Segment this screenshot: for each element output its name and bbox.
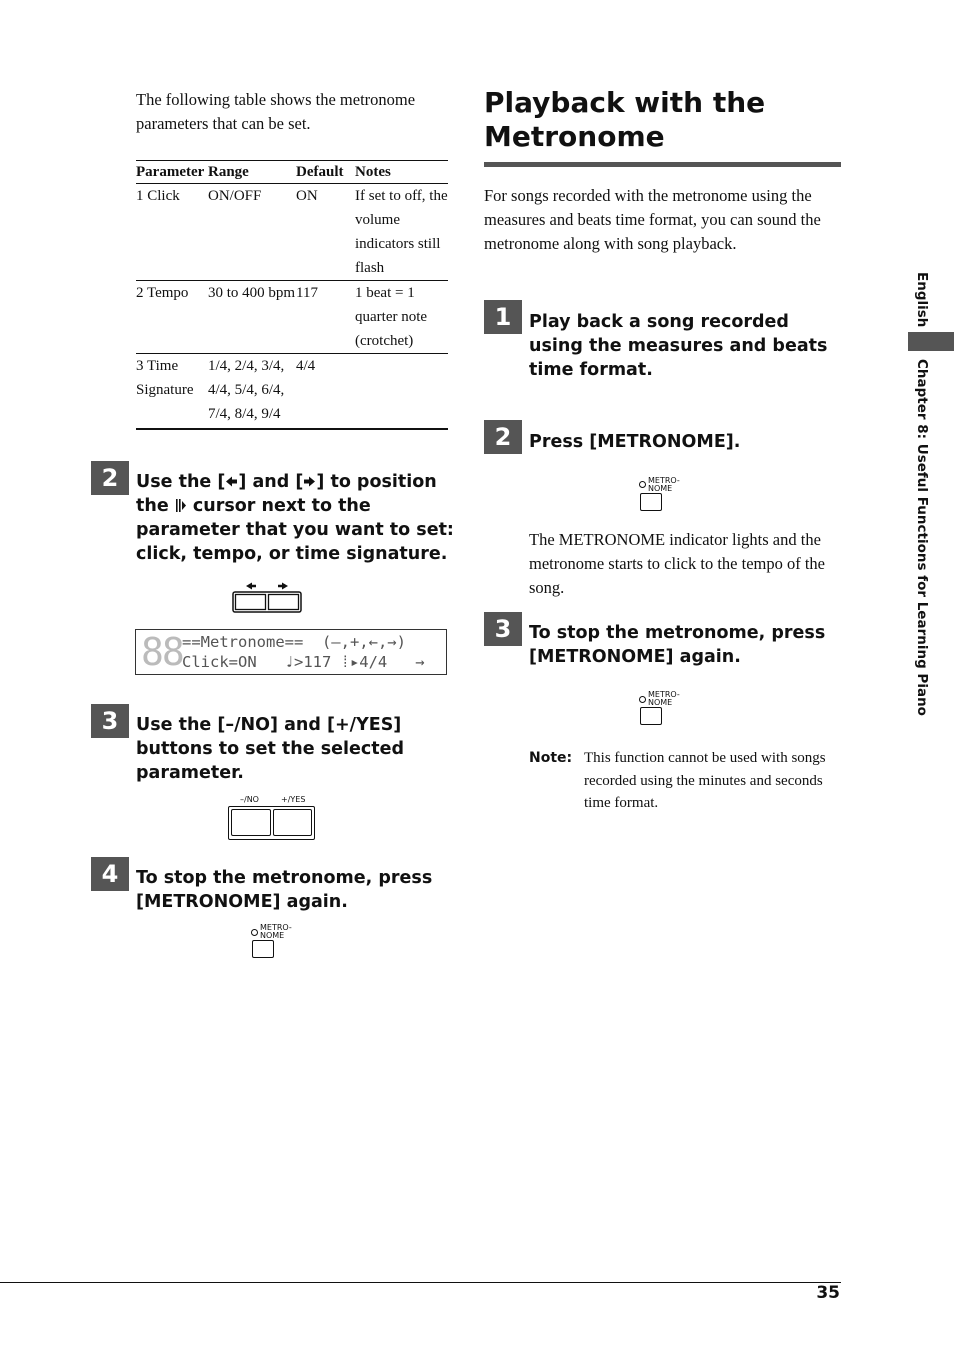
side-language-label: English (914, 272, 930, 328)
yes-button[interactable] (273, 809, 312, 836)
right-arrow-icon (303, 475, 316, 488)
metronome-button[interactable] (640, 493, 662, 511)
lcd-digits: 88 (141, 630, 183, 674)
metronome-led-icon (639, 481, 646, 488)
left-button (236, 595, 266, 610)
section-intro: For songs recorded with the metronome using the measures and beats time format, you can sound the metronome along with song playback. (484, 186, 821, 253)
cell-notes: If set to off, the volume indicators still flash (355, 184, 448, 281)
cell-default: ON (296, 184, 355, 281)
note-label: Note: (529, 750, 573, 766)
side-chapter-label: Chapter 8: Useful Functions for Learning Piano (914, 359, 930, 716)
metronome-button[interactable] (252, 940, 274, 958)
column-header-default: Default (296, 161, 355, 184)
cell-parameter: 1 Click (136, 184, 208, 281)
column-header-notes: Notes (355, 161, 448, 184)
step-text: ] and [ (238, 472, 304, 492)
cell-range: 30 to 400 bpm (208, 281, 296, 354)
table-row (136, 354, 448, 430)
cursor-buttons-illustration (232, 582, 302, 614)
cell-notes (355, 354, 448, 430)
no-button[interactable] (231, 809, 271, 836)
cell-parameter: 3 Time Signature (136, 354, 208, 430)
metronome-label-top: METRO- (260, 923, 292, 932)
cell-range: ON/OFF (208, 184, 296, 281)
no-yes-button-frame (228, 806, 315, 840)
step-text: cursor next to the parameter that you want to set: click, tempo, or time signature. (136, 496, 454, 564)
step-number-badge: 4 (91, 857, 129, 891)
table-header-row (136, 161, 448, 184)
metronome-button[interactable] (640, 707, 662, 725)
metronome-parameter-table (136, 160, 448, 430)
column-header-range: Range (208, 161, 296, 184)
step-number-badge: 2 (91, 461, 129, 495)
cell-parameter: 2 Tempo (136, 281, 208, 354)
metronome-label-bottom: NOME (648, 698, 673, 707)
metronome-led-icon (639, 696, 646, 703)
page-title: Playback with the Metronome (484, 86, 766, 153)
step-number-badge: 3 (484, 612, 522, 646)
step-2-description: The METRONOME indicator lights and the metronome starts to click to the tempo of the song. (529, 530, 826, 597)
step-3-stop-metronome: To stop the metronome, press [METRONOME] again. (529, 623, 826, 667)
metronome-label-bottom: NOME (260, 931, 285, 940)
step-4-instruction: To stop the metronome, press [METRONOME] again. (136, 868, 433, 912)
cell-default: 4/4 (296, 354, 355, 430)
left-arrow-icon (246, 583, 256, 590)
no-button-label: –/NO (240, 795, 259, 804)
right-button (269, 595, 299, 610)
step-number-badge: 2 (484, 420, 522, 454)
metronome-led-icon (251, 929, 258, 936)
cell-notes: 1 beat = 1 quarter note (crotchet) (355, 281, 448, 354)
page-number: 35 (816, 1283, 840, 1303)
step-2-instruction (136, 470, 454, 566)
column-header-parameter: Parameter (136, 161, 208, 184)
cell-range: 1/4, 2/4, 3/4, 4/4, 5/4, 6/4, 7/4, 8/4, 9/4 (208, 354, 296, 430)
step-number-badge: 3 (91, 704, 129, 738)
metronome-label-top: METRO- (648, 476, 680, 485)
lcd-line-2: Click=ON ♩>117 ⁞▸4/4 → (182, 653, 425, 671)
step-text: Use the [ (136, 472, 226, 492)
metronome-label-top: METRO- (648, 690, 680, 699)
yes-button-label: +/YES (281, 795, 306, 804)
left-arrow-icon (225, 475, 238, 488)
title-rule (484, 162, 841, 167)
metronome-label-bottom: NOME (648, 484, 673, 493)
table-row (136, 184, 448, 281)
side-tab-marker (908, 332, 954, 351)
step-text: ] to position the (136, 472, 437, 516)
cursor-icon (175, 498, 187, 513)
footer-rule (0, 1282, 841, 1283)
table-row (136, 281, 448, 354)
step-number-badge: 1 (484, 300, 522, 334)
note-text: This function cannot be used with songs recorded using the minutes and seconds time format. (584, 750, 826, 811)
step-3-instruction: Use the [–/NO] and [+/YES] buttons to set the selected parameter. (136, 715, 405, 783)
step-1-instruction: Play back a song recorded using the measures and beats time format. (529, 312, 828, 380)
right-arrow-icon (278, 583, 288, 590)
lcd-display (135, 629, 447, 675)
step-2-press-metronome: Press [METRONOME]. (529, 432, 741, 452)
lcd-line-1: ==Metronome== (–,+,←,→) (182, 633, 406, 651)
cell-default: 117 (296, 281, 355, 354)
intro-text: The following table shows the metronome parameters that can be set. (136, 90, 416, 133)
